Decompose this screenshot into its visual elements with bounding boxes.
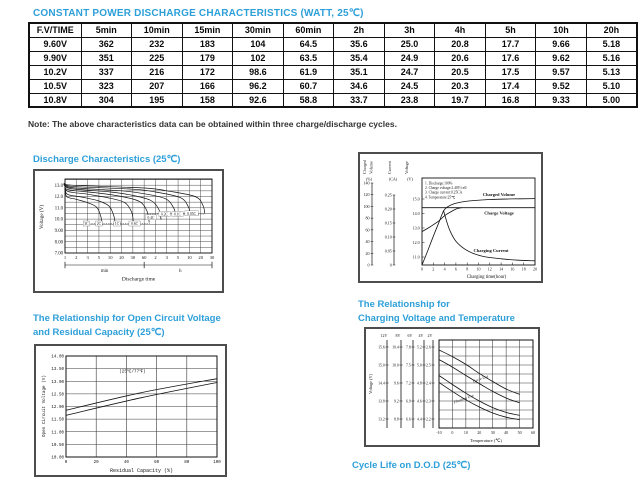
row-header-cell: 9.60V	[29, 37, 81, 51]
table-header-cell: 30min	[233, 23, 284, 37]
table-cell: 20.3	[435, 79, 486, 93]
table-cell: 5.00	[586, 93, 637, 107]
svg-text:10: 10	[463, 430, 468, 435]
svg-text:20: 20	[119, 255, 124, 260]
svg-text:80: 80	[365, 215, 370, 221]
table-cell: 96.2	[233, 79, 284, 93]
charge-chart-svg	[360, 154, 541, 281]
svg-text:12.0: 12.0	[412, 240, 420, 245]
curve-label: 0.1C	[174, 212, 181, 217]
svg-text:14: 14	[499, 266, 504, 272]
table-cell: 25.0	[384, 37, 435, 51]
charge-condition-note: 4. Temperature:25℃	[425, 195, 456, 200]
svg-text:14.00: 14.00	[51, 355, 64, 360]
curve-label: Charged Volume	[482, 192, 516, 197]
svg-text:14.0: 14.0	[412, 211, 420, 216]
table-cell: 20.5	[435, 65, 486, 79]
table-cell: 24.9	[384, 51, 435, 65]
svg-text:100: 100	[363, 203, 370, 209]
svg-text:40: 40	[123, 461, 129, 465]
svg-text:2: 2	[432, 266, 435, 272]
svg-text:7.5: 7.5	[406, 363, 411, 368]
svg-text:6.6: 6.6	[406, 417, 411, 422]
curve-label: 0.2C	[161, 212, 168, 217]
svg-text:15.0: 15.0	[412, 196, 420, 202]
table-cell: 9.62	[536, 51, 587, 65]
svg-text:0.20: 0.20	[384, 206, 392, 212]
table-cell: 362	[81, 37, 132, 51]
svg-text:0: 0	[421, 266, 423, 272]
svg-text:7.2: 7.2	[406, 381, 411, 386]
curve-label: Charging Current	[473, 248, 509, 253]
table-cell: 9.52	[536, 79, 587, 93]
table-header-cell: 20h	[586, 23, 637, 37]
svg-text:15.0: 15.0	[378, 363, 385, 368]
svg-text:12.50: 12.50	[51, 393, 64, 398]
svg-text:5: 5	[176, 255, 180, 260]
table-cell: 304	[81, 93, 132, 107]
svg-text:60: 60	[365, 227, 370, 233]
svg-text:(V): (V)	[407, 176, 413, 182]
row-header-cell: 10.2V	[29, 65, 81, 79]
svg-text:6: 6	[454, 266, 457, 272]
charging-temp-heading-line2: Charging Voltage and Temperature	[358, 313, 515, 324]
svg-text:8.00: 8.00	[54, 240, 63, 246]
svg-text:18: 18	[521, 266, 526, 272]
svg-text:140: 140	[363, 180, 370, 186]
annotation: (25℃/77℉)	[119, 370, 146, 375]
ocv-heading-line1: The Relationship for Open Circuit Voltage	[33, 313, 221, 324]
table-header-cell: 5h	[485, 23, 536, 37]
row-header-cell: 10.8V	[29, 93, 81, 107]
svg-text:9.6: 9.6	[394, 381, 399, 386]
svg-text:100: 100	[213, 461, 221, 465]
open-circuit-voltage-chart	[34, 344, 227, 477]
svg-text:2.4: 2.4	[426, 381, 431, 386]
svg-text:10.0: 10.0	[54, 217, 63, 223]
table-row	[29, 37, 637, 51]
svg-text:60: 60	[154, 461, 160, 465]
table-cell: 24.7	[384, 65, 435, 79]
table-cell: 158	[182, 93, 233, 107]
charge-condition-note: 3. Charge current:0.25CA	[425, 190, 463, 195]
svg-text:5: 5	[97, 255, 101, 260]
table-cell: 60.7	[283, 79, 334, 93]
svg-text:0.25: 0.25	[384, 192, 392, 198]
table-cell: 207	[132, 79, 183, 93]
table-cell: 23.8	[384, 93, 435, 107]
svg-text:12: 12	[487, 266, 492, 272]
svg-text:10.00: 10.00	[51, 456, 64, 461]
row-header-cell: 9.90V	[29, 51, 81, 65]
table-cell: 102	[233, 51, 284, 65]
svg-text:10: 10	[107, 255, 113, 260]
table-row	[29, 65, 637, 79]
svg-text:4.6: 4.6	[417, 399, 422, 404]
svg-text:2V: 2V	[427, 333, 433, 338]
charging-temp-heading	[358, 298, 515, 326]
table-cell: 35.1	[334, 65, 385, 79]
svg-text:Current: Current	[387, 161, 392, 174]
svg-text:-10: -10	[436, 430, 442, 435]
svg-text:80: 80	[184, 461, 190, 465]
table-cell: 33.7	[334, 93, 385, 107]
curve-label: Charge Voltage	[484, 210, 514, 216]
curve-label: 1C	[114, 222, 120, 227]
svg-text:8: 8	[466, 266, 469, 272]
svg-text:14.4: 14.4	[378, 381, 385, 386]
svg-text:20: 20	[477, 430, 482, 435]
table-row	[29, 51, 637, 65]
svg-text:13.0: 13.0	[412, 225, 420, 231]
table-cell: 16.8	[485, 93, 536, 107]
table-cell: 34.6	[334, 79, 385, 93]
table-cell: 5.13	[586, 65, 637, 79]
svg-text:10: 10	[187, 255, 192, 260]
svg-text:2.2: 2.2	[426, 417, 431, 422]
svg-text:40: 40	[365, 239, 370, 245]
table-cell: 232	[132, 37, 183, 51]
svg-text:10.4: 10.4	[392, 345, 399, 350]
curve-label: 0.05C	[187, 211, 196, 216]
table-cell: 17.5	[485, 65, 536, 79]
svg-text:2.3: 2.3	[426, 399, 431, 404]
svg-text:120: 120	[363, 192, 370, 198]
table-cell: 98.6	[233, 65, 284, 79]
svg-text:40: 40	[504, 430, 509, 435]
svg-text:13.2: 13.2	[378, 417, 385, 422]
discharge-chart-heading: Discharge Characteristics (25℃)	[33, 154, 181, 165]
svg-text:0: 0	[451, 430, 454, 435]
charging-temp-chart-svg	[366, 329, 538, 445]
page-title: CONSTANT POWER DISCHARGE CHARACTERISTICS (WATT, 25℃)	[33, 8, 364, 19]
x-axis-label: Charging time(hour)	[466, 275, 507, 280]
svg-text:12.0: 12.0	[54, 195, 63, 201]
svg-text:7.8: 7.8	[406, 345, 411, 350]
table-cell: 64.5	[283, 37, 334, 51]
svg-text:12.00: 12.00	[51, 406, 64, 410]
table-cell: 35.4	[334, 51, 385, 65]
table-cell: 5.10	[586, 79, 637, 93]
table-cell: 166	[182, 79, 233, 93]
charge-condition-note: 2. Charge voltage:2.40V/cell	[425, 186, 467, 191]
svg-text:2.5: 2.5	[426, 363, 431, 368]
row-header-cell: 10.5V	[29, 79, 81, 93]
ocv-heading-line2: and Residual Capacity (25℃)	[33, 327, 165, 338]
charge-condition-note: 1. Discharge:100%	[425, 181, 453, 186]
table-cell: 20.6	[435, 51, 486, 65]
svg-text:0.10: 0.10	[384, 234, 392, 240]
svg-text:60: 60	[141, 255, 147, 260]
svg-text:20: 20	[365, 250, 370, 256]
svg-text:5.0: 5.0	[417, 363, 422, 368]
table-cell: 17.7	[485, 37, 536, 51]
svg-text:13.50: 13.50	[51, 368, 64, 373]
table-cell: 17.6	[485, 51, 536, 65]
svg-text:2: 2	[154, 255, 157, 260]
table-header-row	[29, 23, 637, 37]
table-header-cell: 2h	[334, 23, 385, 37]
svg-text:30: 30	[209, 255, 215, 260]
ocv-chart-svg	[36, 346, 225, 475]
table-cell: 35.6	[334, 37, 385, 51]
svg-text:7.00: 7.00	[54, 251, 63, 257]
table-cell: 195	[132, 93, 183, 107]
table-header-cell: 15min	[182, 23, 233, 37]
svg-text:9.2: 9.2	[394, 399, 399, 404]
svg-text:10.50: 10.50	[51, 443, 64, 448]
svg-text:(%): (%)	[366, 176, 372, 182]
table-row	[29, 93, 637, 107]
svg-text:(CA): (CA)	[388, 176, 398, 182]
table-cell: 172	[182, 65, 233, 79]
table-cell: 24.5	[384, 79, 435, 93]
table-cell: 179	[182, 51, 233, 65]
svg-text:30: 30	[490, 430, 495, 435]
svg-text:11.50: 11.50	[51, 418, 64, 423]
svg-text:8.8: 8.8	[394, 417, 399, 422]
table-cell: 5.16	[586, 51, 637, 65]
x-axis-label: Temperature (℃)	[470, 438, 502, 443]
table-header-cell: 5min	[81, 23, 132, 37]
table-cell: 9.66	[536, 37, 587, 51]
y-axis-label: Voltage (V)	[39, 204, 45, 230]
svg-text:Voltage: Voltage	[404, 161, 409, 174]
svg-text:6V: 6V	[407, 333, 413, 338]
table-cell: 92.6	[233, 93, 284, 107]
charge-characteristics-chart	[358, 152, 543, 283]
charging-voltage-temperature-chart	[364, 327, 540, 447]
svg-text:9.00: 9.00	[54, 229, 63, 234]
svg-text:4.8: 4.8	[417, 381, 422, 386]
svg-text:4: 4	[443, 266, 446, 272]
svg-text:min: min	[100, 269, 109, 274]
table-cell: 104	[233, 37, 284, 51]
svg-text:0: 0	[367, 262, 370, 268]
cycle-life-heading: Cycle Life on D.O.D (25℃)	[352, 460, 471, 471]
curve-label: 0.4C	[147, 215, 155, 220]
svg-text:13.00: 13.00	[51, 380, 64, 385]
table-cell: 337	[81, 65, 132, 79]
svg-text:2.6: 2.6	[426, 345, 431, 350]
discharge-chart-svg	[35, 171, 222, 291]
svg-text:13.8: 13.8	[378, 399, 385, 404]
table-header-cell: F.V/TIME	[29, 23, 81, 37]
table-cell: 9.57	[536, 65, 587, 79]
table-cell: 17.4	[485, 79, 536, 93]
table-header-cell: 10min	[132, 23, 183, 37]
band-label: Cycle Use	[471, 373, 490, 384]
svg-text:20: 20	[198, 255, 203, 260]
svg-text:20: 20	[533, 266, 537, 272]
svg-text:50: 50	[517, 430, 522, 435]
svg-text:4.4: 4.4	[417, 417, 422, 422]
table-cell: 19.7	[435, 93, 486, 107]
x-axis-label: Discharge time	[121, 276, 156, 283]
svg-text:h: h	[179, 269, 182, 274]
table-cell: 351	[81, 51, 132, 65]
curve-label: 2C	[96, 222, 102, 227]
table-header-cell: 60min	[283, 23, 334, 37]
svg-text:10: 10	[476, 266, 481, 272]
svg-text:6.9: 6.9	[406, 399, 411, 404]
table-cell: 225	[132, 51, 183, 65]
discharge-characteristics-chart	[33, 169, 224, 293]
svg-text:12V: 12V	[380, 333, 388, 338]
table-header-cell: 4h	[435, 23, 486, 37]
table-cell: 58.8	[283, 93, 334, 107]
band-label: Floating Use	[452, 392, 475, 405]
table-cell: 216	[132, 65, 183, 79]
table-cell: 61.9	[283, 65, 334, 79]
svg-text:11.0: 11.0	[54, 206, 63, 212]
svg-text:Volume: Volume	[368, 161, 374, 174]
svg-text:5.2: 5.2	[417, 345, 422, 350]
svg-text:30: 30	[130, 255, 136, 260]
table-cell: 20.8	[435, 37, 486, 51]
svg-text:2: 2	[75, 255, 78, 260]
svg-text:3: 3	[165, 255, 168, 260]
svg-text:15.6: 15.6	[378, 345, 385, 350]
svg-text:13.0: 13.0	[54, 183, 63, 189]
svg-text:0.05: 0.05	[384, 248, 392, 254]
table-note: Note: The above characteristics data can be obtained within three charge/discharge cycles.	[28, 119, 397, 129]
table-cell: 5.18	[586, 37, 637, 51]
curve-label: 0.6C	[131, 222, 138, 227]
y-axis-label: Voltage (V)	[368, 373, 373, 395]
y-axis-label: Open Circuit Voltage (V)	[42, 375, 47, 437]
svg-text:8V: 8V	[395, 333, 401, 338]
table-cell: 9.33	[536, 93, 587, 107]
svg-text:4V: 4V	[418, 333, 424, 338]
table-cell: 63.5	[283, 51, 334, 65]
svg-text:11.0: 11.0	[412, 254, 420, 260]
table-cell: 323	[81, 79, 132, 93]
svg-text:3: 3	[86, 255, 89, 260]
ocv-chart-heading	[33, 312, 221, 340]
svg-text:0: 0	[389, 262, 392, 268]
curve-label: 3C	[84, 222, 89, 227]
svg-text:20: 20	[93, 461, 99, 465]
table-header-cell: 3h	[384, 23, 435, 37]
charging-temp-heading-line1: The Relationship for	[358, 299, 450, 310]
svg-text:16: 16	[510, 266, 515, 272]
constant-power-table	[28, 22, 638, 108]
svg-text:Charged: Charged	[362, 159, 367, 174]
svg-text:11.00: 11.00	[51, 431, 64, 436]
x-axis-label: Residual Capacity (%)	[109, 468, 174, 474]
table-header-cell: 10h	[536, 23, 587, 37]
table-cell: 183	[182, 37, 233, 51]
svg-text:10.0: 10.0	[392, 363, 399, 368]
svg-text:0: 0	[64, 461, 68, 465]
svg-text:0.15: 0.15	[384, 220, 392, 226]
svg-text:1: 1	[63, 255, 67, 260]
svg-text:60: 60	[531, 430, 535, 435]
table-row	[29, 79, 637, 93]
